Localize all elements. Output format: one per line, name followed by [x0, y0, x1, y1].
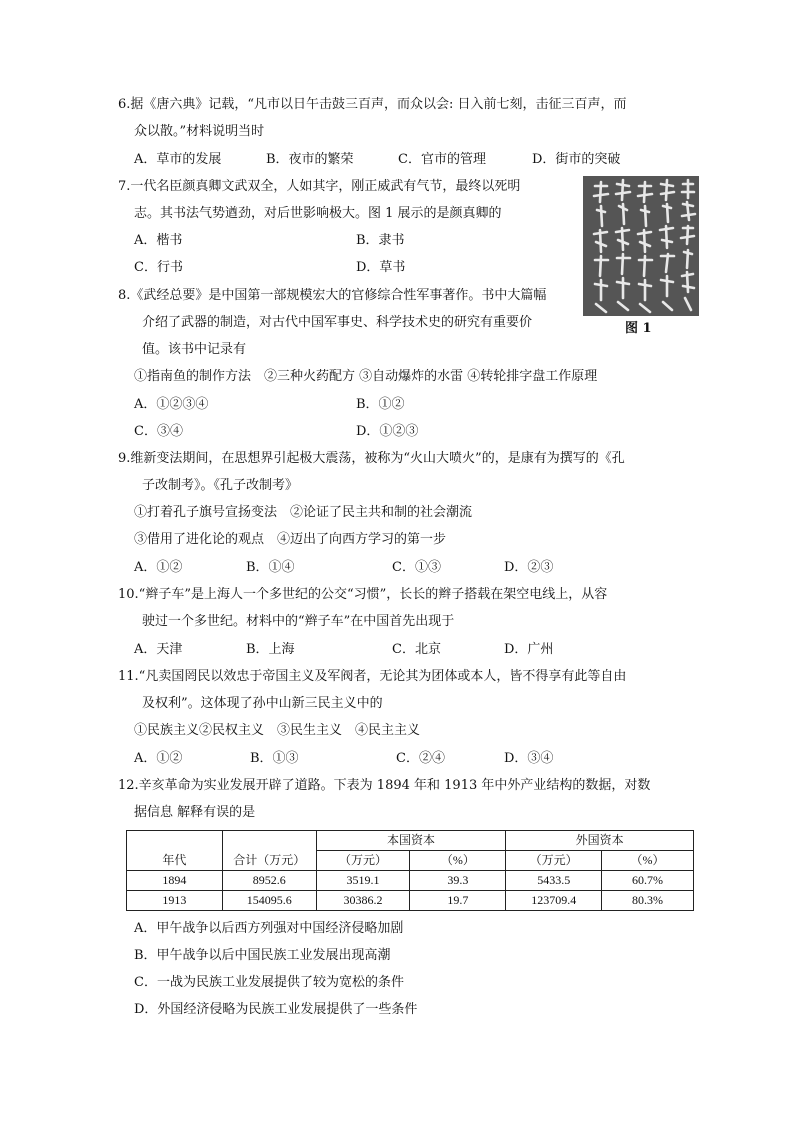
q6-stem-line1: 6.据《唐六典》记载，“凡市以日午击鼓三百声，而众以会: 日入前七刻，击征三百声，而 — [118, 97, 627, 112]
header-domestic-capital: 本国资本 — [316, 831, 506, 851]
q7-option-c[interactable]: C．行书 — [134, 260, 183, 275]
q7-option-a[interactable]: A．楷书 — [134, 233, 183, 248]
industry-structure-table — [126, 830, 694, 911]
q9-option-d[interactable]: D．②③ — [504, 560, 554, 575]
table-row — [127, 891, 694, 911]
q9-items-line1: ①打着孔子旗号宣扬变法 ②论证了民主共和制的社会潮流 — [134, 505, 473, 520]
q12-stem-line2: 据信息 解释有误的是 — [134, 805, 256, 820]
q8-stem-line1: 8.《武经总要》是中国第一部规模宏大的官修综合性军事著作。书中大篇幅 — [118, 288, 547, 303]
q9-items-line2: ③借用了进化论的观点 ④迈出了向西方学习的第一步 — [134, 532, 447, 547]
q11-stem-line1: 11.“凡卖国罔民以效忠于帝国主义及军阀者，无论其为团体或本人，皆不得享有此等自由 — [118, 669, 627, 684]
q8-option-d[interactable]: D．①②③ — [356, 424, 419, 439]
q8-option-a[interactable]: A．①②③④ — [134, 397, 209, 412]
q12-option-c[interactable]: C．一战为民族工业发展提供了较为宽松的条件 — [134, 975, 404, 990]
calligraphy-image — [583, 176, 699, 316]
q10-option-d[interactable]: D．广州 — [504, 642, 554, 657]
subheader-domestic-pct: （%） — [410, 851, 506, 871]
q7-option-b[interactable]: B．隶书 — [356, 233, 405, 248]
table-cell: 154095.6 — [222, 891, 316, 911]
table-cell: 5433.5 — [506, 871, 602, 891]
q12-stem-line1: 12.辛亥革命为实业发展开辟了道路。下表为 1894 年和 1913 年中外产业结构的数据，对数 — [118, 778, 651, 793]
q12-option-a[interactable]: A．甲午战争以后西方列强对中国经济侵略加剧 — [134, 921, 404, 936]
q11-option-a[interactable]: A．①② — [134, 751, 183, 766]
q8-option-c[interactable]: C．③④ — [134, 424, 183, 439]
q10-option-a[interactable]: A．天津 — [134, 642, 183, 657]
q10-option-b[interactable]: B．上海 — [246, 642, 295, 657]
q9-stem-line2: 子改制考》。《孔子改制考》 — [142, 478, 299, 493]
q10-stem-line2: 驶过一个多世纪。材料中的“辫子车”在中国首先出现于 — [142, 614, 455, 629]
q6-option-d[interactable]: D．街市的突破 — [532, 152, 621, 167]
table-cell: 3519.1 — [316, 871, 410, 891]
q8-stem-line3: 值。该书中记录有 — [142, 342, 247, 357]
table-cell: 1894 — [127, 871, 223, 891]
q8-option-b[interactable]: B．①② — [356, 397, 405, 412]
q8-items: ①指南鱼的制作方法 ②三种火药配方 ③自动爆炸的水雷 ④转轮排字盘工作原理 — [134, 369, 598, 384]
header-year: 年代 — [127, 831, 223, 871]
q11-option-c[interactable]: C．②④ — [396, 751, 445, 766]
q11-option-d[interactable]: D．③④ — [504, 751, 554, 766]
q9-option-a[interactable]: A．①② — [134, 560, 183, 575]
q12-option-d[interactable]: D．外国经济侵略为民族工业发展提供了一些条件 — [134, 1002, 418, 1017]
table-cell: 8952.6 — [222, 871, 316, 891]
q10-option-c[interactable]: C．北京 — [392, 642, 441, 657]
subheader-foreign-pct: （%） — [602, 851, 694, 871]
q8-stem-line2: 介绍了武器的制造，对古代中国军事史、科学技术史的研究有重要价 — [142, 315, 533, 330]
table-cell: 30386.2 — [316, 891, 410, 911]
figure-label: 图 1 — [625, 321, 652, 336]
q9-option-b[interactable]: B．①④ — [246, 560, 295, 575]
subheader-foreign-amount: （万元） — [506, 851, 602, 871]
q6-option-c[interactable]: C．官市的管理 — [398, 152, 486, 167]
table-cell: 1913 — [127, 891, 223, 911]
table-cell: 39.3 — [410, 871, 506, 891]
q12-option-b[interactable]: B．甲午战争以后中国民族工业发展出现高潮 — [134, 948, 391, 963]
subheader-domestic-amount: （万元） — [316, 851, 410, 871]
header-total: 合计（万元） — [222, 831, 316, 871]
q11-option-b[interactable]: B．①③ — [250, 751, 299, 766]
table-cell: 19.7 — [410, 891, 506, 911]
q6-option-a[interactable]: A．草市的发展 — [134, 152, 222, 167]
q11-items: ①民族主义②民权主义 ③民生主义 ④民主主义 — [134, 723, 421, 738]
header-foreign-capital: 外国资本 — [506, 831, 694, 851]
q11-stem-line2: 及权利”。这体现了孙中山新三民主义中的 — [142, 696, 383, 711]
q6-stem-line2: 众以散。”材料说明当时 — [134, 124, 265, 139]
q10-stem-line1: 10.“辫子车”是上海人一个多世纪的公交“习惯”，长长的辫子搭载在架空电线上，从容 — [118, 587, 608, 602]
table-row — [127, 871, 694, 891]
table-cell: 123709.4 — [506, 891, 602, 911]
q7-option-d[interactable]: D．草书 — [356, 260, 406, 275]
q7-stem-line1: 7.一代名臣颜真卿文武双全，人如其字，刚正威武有气节，最终以死明 — [118, 179, 521, 194]
table-cell: 60.7% — [602, 871, 694, 891]
q9-stem-line1: 9.维新变法期间，在思想界引起极大震荡，被称为“火山大喷火”的，是康有为撰写的《孔 — [118, 451, 625, 466]
q6-option-b[interactable]: B．夜市的繁荣 — [266, 152, 354, 167]
q7-stem-line2: 志。其书法气势遒劲，对后世影响极大。图 1 展示的是颜真卿的 — [134, 206, 502, 221]
calligraphy-strokes — [583, 176, 699, 316]
q9-option-c[interactable]: C．①③ — [392, 560, 441, 575]
table-cell: 80.3% — [602, 891, 694, 911]
